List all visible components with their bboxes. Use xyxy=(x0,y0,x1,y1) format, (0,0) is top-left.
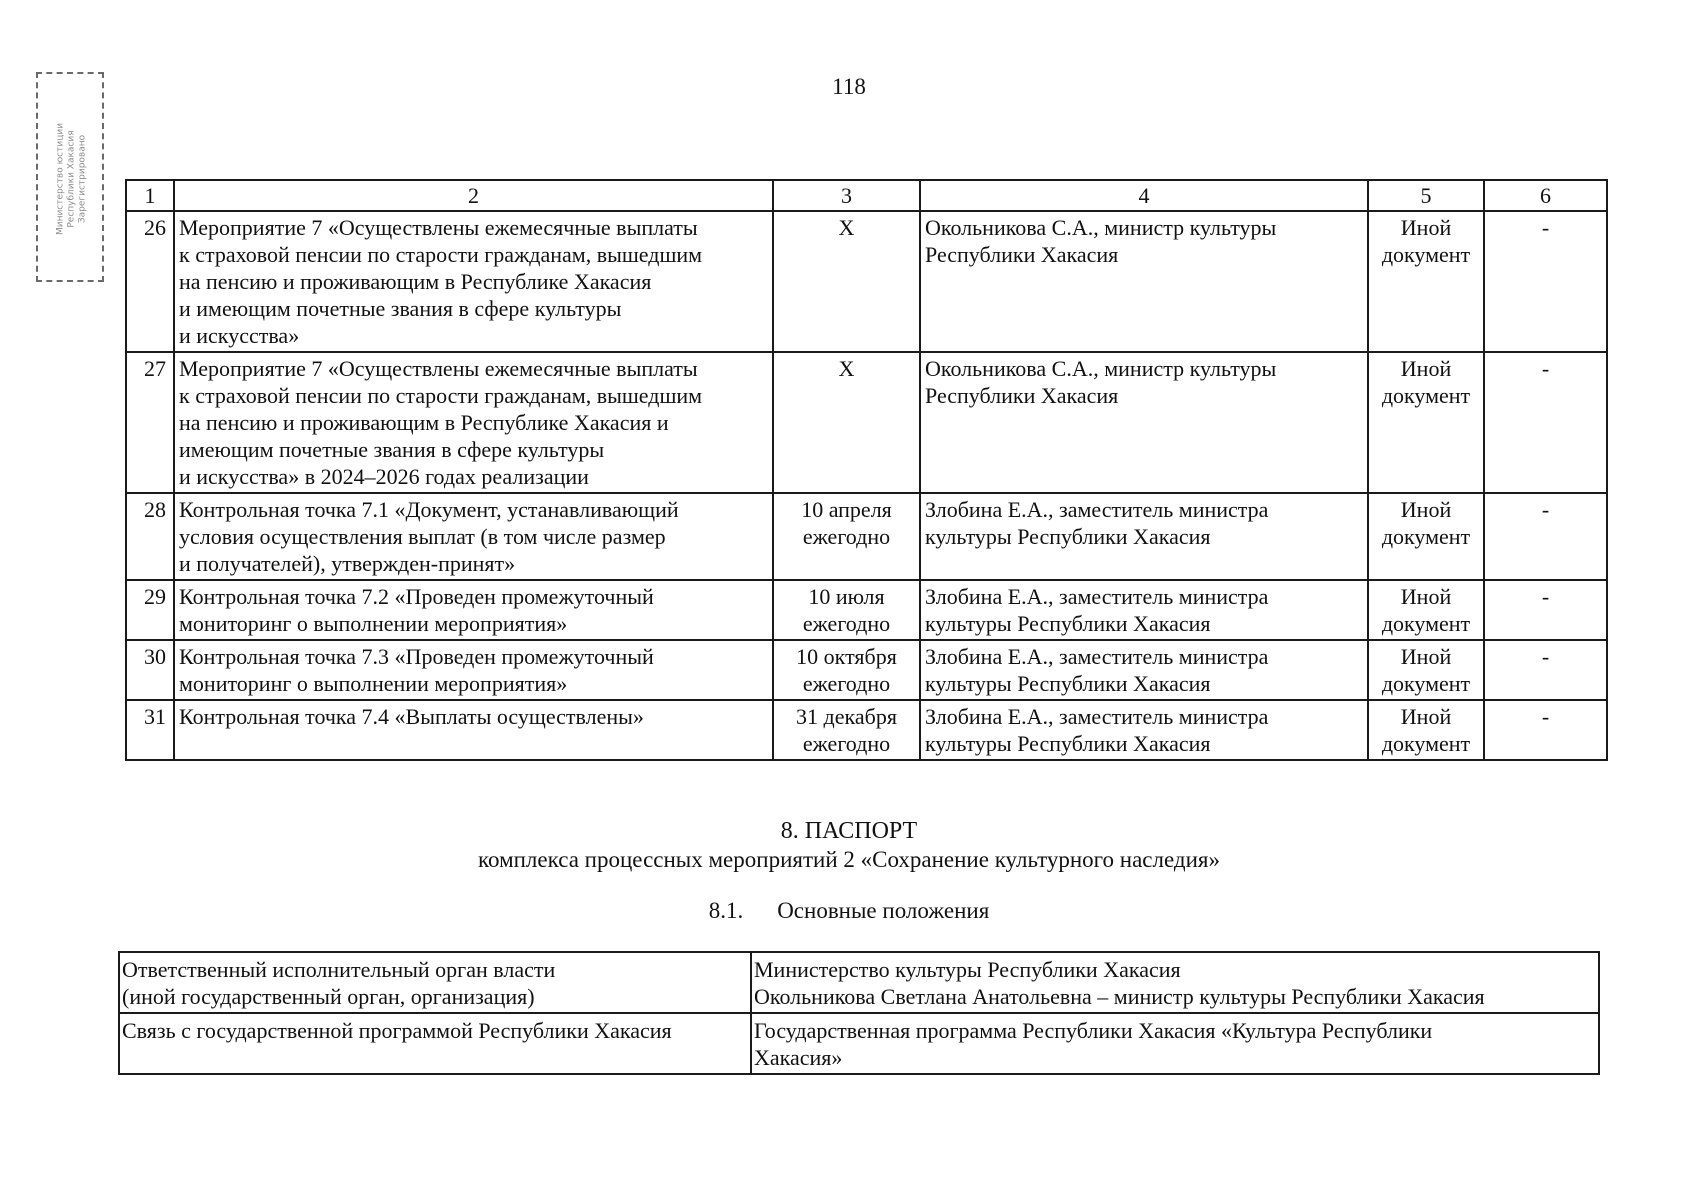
activity-name-line: Контрольная точка 7.3 «Проведен промежуточный xyxy=(179,644,654,669)
table-header-row xyxy=(126,180,1607,211)
section-title: 8. ПАСПОРТ xyxy=(780,818,918,844)
responsible-person-line: Злобина Е.А., заместитель министра xyxy=(925,644,1269,669)
document-type-line: документ xyxy=(1381,731,1471,756)
info-system: - xyxy=(1484,700,1607,760)
activity-name xyxy=(174,493,773,580)
activity-name-line: Контрольная точка 7.2 «Проведен промежуточный xyxy=(179,584,654,609)
document-type-line: документ xyxy=(1381,611,1471,636)
info-system: - xyxy=(1484,580,1607,640)
activity-name xyxy=(174,211,773,352)
deadline xyxy=(773,640,920,700)
activity-name-line: Контрольная точка 7.1 «Документ, устанавливающий xyxy=(179,497,679,522)
page-number: 118 xyxy=(832,74,866,99)
table-row xyxy=(126,493,1607,580)
activity-name xyxy=(174,352,773,493)
subsection-title: Основные положения xyxy=(777,898,990,923)
responsible-person-line: культуры Республики Хакасия xyxy=(925,671,1211,696)
stamp-text xyxy=(56,79,89,279)
responsible-person-line: культуры Республики Хакасия xyxy=(925,731,1211,756)
responsible-person xyxy=(920,640,1368,700)
activity-name-line: имеющим почетные звания в сфере культуры xyxy=(179,437,605,462)
row-number: 30 xyxy=(126,640,174,700)
activity-name-line: и получателей), утвержден-принят» xyxy=(179,551,516,576)
deadline xyxy=(773,493,920,580)
activity-name-line: мониторинг о выполнении мероприятия» xyxy=(179,671,568,696)
info-system: - xyxy=(1484,640,1607,700)
responsible-person-line: Окольникова С.А., министр культуры xyxy=(925,215,1277,240)
activity-name-line: и искусства» xyxy=(179,323,300,348)
document-type xyxy=(1368,352,1484,493)
header-cell: 6 xyxy=(1484,180,1607,211)
header-cell: 1 xyxy=(126,180,174,211)
responsible-person xyxy=(920,211,1368,352)
registration-stamp xyxy=(36,72,104,282)
responsible-person-line: культуры Республики Хакасия xyxy=(925,524,1211,549)
passport-value-line: Государственная программа Республики Хакасия «Культура Республики xyxy=(754,1018,1433,1043)
responsible-person-line: Республики Хакасия xyxy=(925,383,1119,408)
responsible-person-line: Злобина Е.А., заместитель министра xyxy=(925,704,1269,729)
document-type-line: Иной xyxy=(1400,584,1452,609)
deadline xyxy=(773,700,920,760)
subsection-heading xyxy=(0,898,1698,924)
activity-name-line: на пенсию и проживающим в Республике Хакасия xyxy=(179,269,652,294)
header-cell: 2 xyxy=(174,180,773,211)
section-subtitle: комплекса процессных мероприятий 2 «Сохранение культурного наследия» xyxy=(478,847,1220,872)
document-type xyxy=(1368,700,1484,760)
info-system: - xyxy=(1484,352,1607,493)
activity-name xyxy=(174,700,773,760)
passport-value-line: Окольникова Светлана Анатольевна – министр культуры Республики Хакасия xyxy=(754,984,1485,1009)
activity-name-line: условия осуществления выплат (в том числе размер xyxy=(179,524,666,549)
row-number: 29 xyxy=(126,580,174,640)
document-type xyxy=(1368,493,1484,580)
document-type-line: документ xyxy=(1381,524,1471,549)
deadline-line: Х xyxy=(838,356,855,381)
stamp-line: Министерство юстиции xyxy=(55,122,66,236)
responsible-person xyxy=(920,352,1368,493)
activity-name-line: к страховой пенсии по старости гражданам, вышедшим xyxy=(179,383,703,408)
deadline-line: 10 июля xyxy=(808,584,885,609)
stamp-line: Республики Хакасия xyxy=(66,130,77,228)
activity-name-line: Контрольная точка 7.4 «Выплаты осуществлены» xyxy=(179,704,644,729)
deadline xyxy=(773,580,920,640)
activity-name-line: мониторинг о выполнении мероприятия» xyxy=(179,611,568,636)
responsible-person xyxy=(920,493,1368,580)
activity-name-line: Мероприятие 7 «Осуществлены ежемесячные выплаты xyxy=(179,215,698,240)
document-type-line: документ xyxy=(1381,671,1471,696)
deadline-line: ежегодно xyxy=(802,671,891,696)
row-number: 31 xyxy=(126,700,174,760)
passport-value-line: Министерство культуры Республики Хакасия xyxy=(754,957,1181,982)
table-row xyxy=(126,700,1607,760)
deadline-line: ежегодно xyxy=(802,524,891,549)
deadline-line: 10 октября xyxy=(796,644,897,669)
responsible-person xyxy=(920,580,1368,640)
responsible-person-line: Злобина Е.А., заместитель министра xyxy=(925,584,1269,609)
info-system: - xyxy=(1484,493,1607,580)
deadline-line: ежегодно xyxy=(802,731,891,756)
document-type xyxy=(1368,211,1484,352)
activities-table xyxy=(125,179,1608,761)
activity-name-line: и искусства» в 2024–2026 годах реализации xyxy=(179,464,589,489)
document-type-line: документ xyxy=(1381,242,1471,267)
activity-name-line: на пенсию и проживающим в Республике Хакасия и xyxy=(179,410,669,435)
stamp-line: Зарегистрировано xyxy=(77,134,88,224)
activity-name xyxy=(174,640,773,700)
activity-name-line: и имеющим почетные звания в сфере культуры xyxy=(179,296,622,321)
passport-row xyxy=(119,952,1599,1013)
row-number: 28 xyxy=(126,493,174,580)
document-type-line: Иной xyxy=(1400,215,1452,240)
document-type-line: Иной xyxy=(1400,497,1452,522)
row-number: 27 xyxy=(126,352,174,493)
activity-name xyxy=(174,580,773,640)
table-body xyxy=(126,211,1607,760)
passport-value xyxy=(751,952,1599,1013)
document-type xyxy=(1368,640,1484,700)
passport-label-line: Ответственный исполнительный орган власти xyxy=(122,957,556,982)
passport-label xyxy=(119,952,751,1013)
activity-name-line: к страховой пенсии по старости гражданам, вышедшим xyxy=(179,242,703,267)
document-type-line: Иной xyxy=(1400,704,1452,729)
header-cell: 5 xyxy=(1368,180,1484,211)
responsible-person-line: культуры Республики Хакасия xyxy=(925,611,1211,636)
deadline-line: Х xyxy=(838,215,855,240)
passport-table-body xyxy=(119,952,1599,1074)
table-row xyxy=(126,211,1607,352)
subsection-number: 8.1. xyxy=(708,898,744,923)
deadline-line: 10 апреля xyxy=(801,497,892,522)
passport-value xyxy=(751,1013,1599,1074)
deadline-line: ежегодно xyxy=(802,611,891,636)
passport-label-line: (иной государственный орган, организация) xyxy=(122,984,535,1009)
document-type-line: Иной xyxy=(1400,356,1452,381)
row-number: 26 xyxy=(126,211,174,352)
deadline-line: 31 декабря xyxy=(796,704,897,729)
header-cell: 3 xyxy=(773,180,920,211)
passport-label xyxy=(119,1013,751,1074)
deadline xyxy=(773,352,920,493)
responsible-person xyxy=(920,700,1368,760)
activity-name-line: Мероприятие 7 «Осуществлены ежемесячные выплаты xyxy=(179,356,698,381)
table-row xyxy=(126,580,1607,640)
table-row xyxy=(126,640,1607,700)
document-type-line: Иной xyxy=(1400,644,1452,669)
responsible-person-line: Республики Хакасия xyxy=(925,242,1119,267)
document-type-line: документ xyxy=(1381,383,1471,408)
passport-table xyxy=(118,951,1600,1075)
header-cell: 4 xyxy=(920,180,1368,211)
passport-value-line: Хакасия» xyxy=(754,1045,843,1070)
passport-label-line: Связь с государственной программой Республики Хакасия xyxy=(122,1018,672,1043)
document-type xyxy=(1368,580,1484,640)
deadline xyxy=(773,211,920,352)
responsible-person-line: Окольникова С.А., министр культуры xyxy=(925,356,1277,381)
passport-row xyxy=(119,1013,1599,1074)
table-row xyxy=(126,352,1607,493)
responsible-person-line: Злобина Е.А., заместитель министра xyxy=(925,497,1269,522)
info-system: - xyxy=(1484,211,1607,352)
